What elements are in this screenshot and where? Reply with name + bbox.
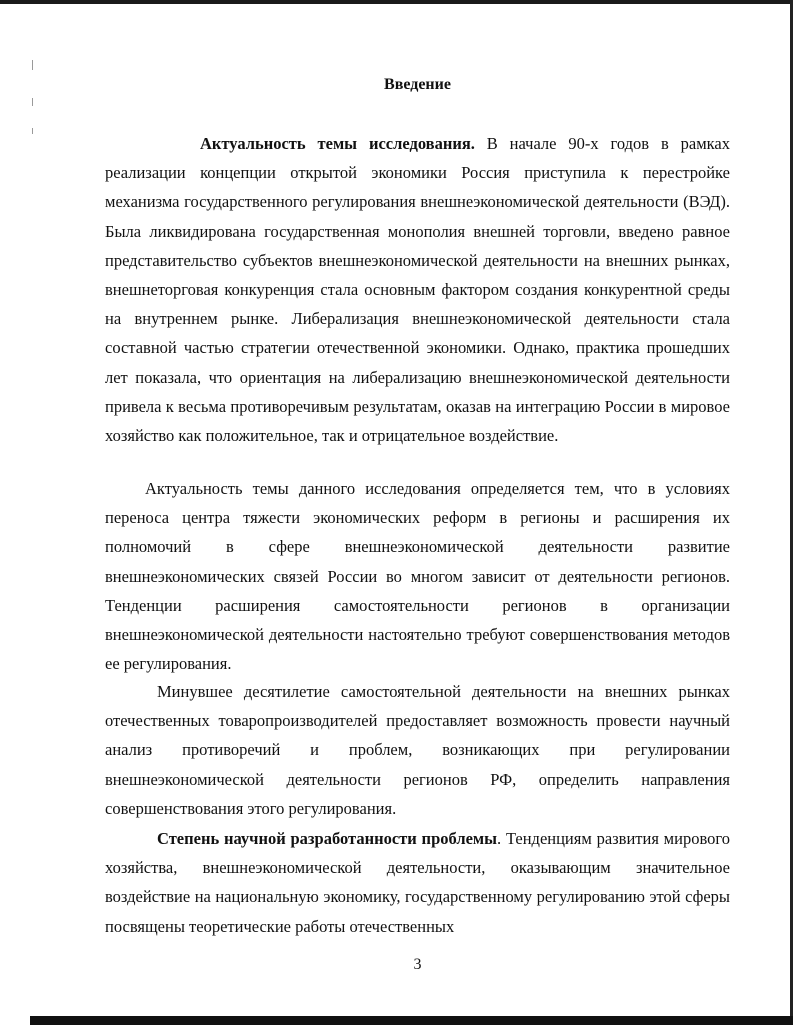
scan-margin-mark — [32, 128, 33, 134]
paragraph-lead: Степень научной разработанности проблемы — [157, 829, 498, 848]
paragraph-text: . Тенденциям развития мирового хозяйства, внешнеэкономической деятельности, оказывающим значительное воздействие на национальную экономику, государственному регулированию этой сферы посвящены теоретические работы отечественных — [105, 829, 730, 936]
scan-margin-mark — [32, 98, 33, 106]
paragraph-past-decade — [105, 677, 730, 823]
paragraph-relevance — [105, 129, 730, 450]
scan-edge-top — [0, 0, 793, 4]
paragraph-research-degree — [105, 824, 730, 941]
paragraph-lead: Актуальность темы исследования. — [200, 134, 475, 153]
paragraph-text: Минувшее десятилетие самостоятельной деятельности на внешних рынках отечественных товаропроизводителей предоставляет возможность провести научный анализ противоречий и проблем, возникающих при регулировании внешнеэкономической деятельности регионов РФ, определить направления совершенствования этого регулирования. — [105, 682, 730, 818]
scan-margin-mark — [32, 60, 33, 70]
paragraph-text: В начале 90-х годов в рамках реализации концепции открытой экономики Россия приступила к перестройке механизма государственного регулирования внешнеэкономической деятельности (ВЭД). Была ликвидирована государственная монополия внешней торговли, введено равное представительство субъектов внешнеэкономической деятельности на внешних рынках, внешнеторговая конкуренция стала основным фактором создания конкурентной среды на внутреннем рынке. Либерализация внешнеэкономической деятельности стала составной частью стратегии отечественной экономики. Однако, практика прошедших лет показала, что ориентация на либерализацию внешнеэкономической деятельности привела к весьма противоречивым результатам, оказав на интеграцию России в мировое хозяйство как положительное, так и отрицательное воздействие. — [105, 134, 731, 446]
page-number: 3 — [413, 956, 422, 973]
paragraph-topic-relevance — [105, 474, 730, 678]
page-heading: Введение — [384, 76, 451, 93]
paragraph-text: Актуальность темы данного исследования определяется тем, что в условиях переноса центра тяжести экономических реформ в регионы и расширения их полномочий в сфере внешнеэкономической деятельности развитие внешнеэкономических связей России во многом зависит от деятельности регионов. Тенденции расширения самостоятельности регионов в организации внешнеэкономической деятельности настоятельно требуют совершенствования методов ее регулирования. — [105, 479, 730, 674]
scan-edge-bottom — [30, 1016, 793, 1025]
